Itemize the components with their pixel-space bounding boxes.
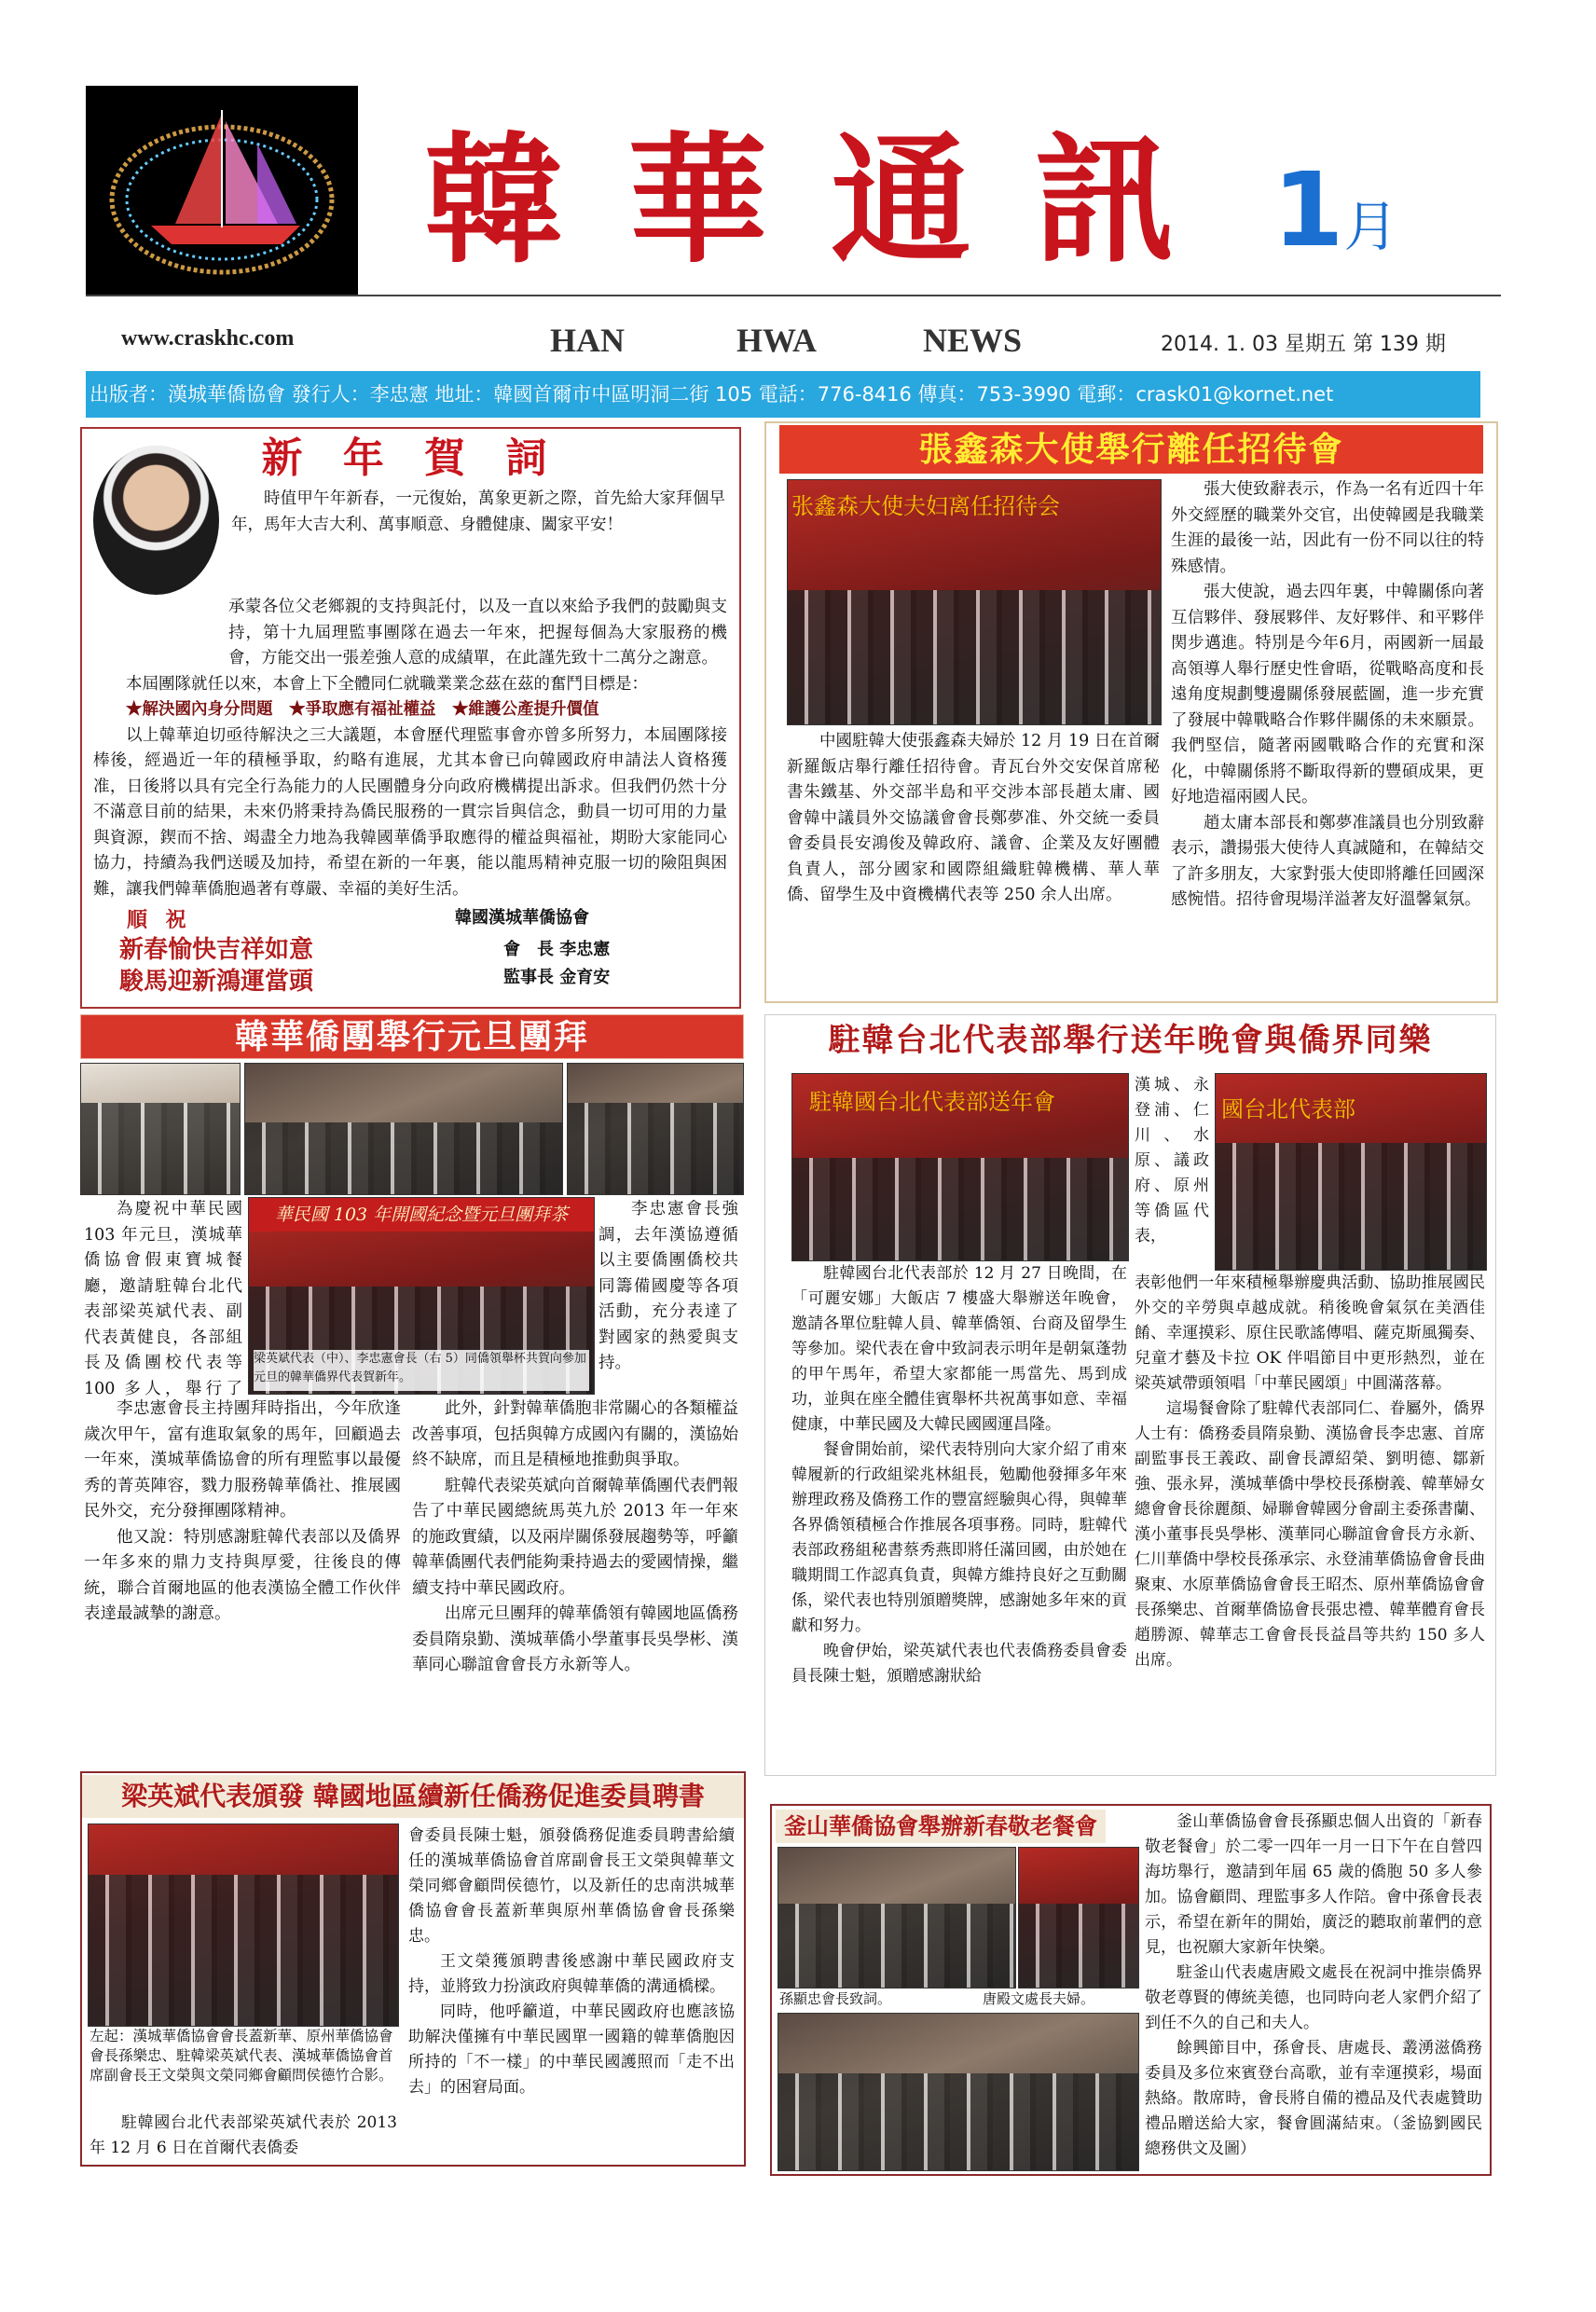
taipei-mission-title: 駐韓台北代表部舉行送年晚會與僑界同樂 xyxy=(828,1022,1433,1059)
ambassador-col1: 中國駐韓大使張鑫森夫婦於 12 月 19 日在首爾新羅飯店舉行離任招待會。青瓦台外交安保首席秘書朱鐵基、外交部半島和平交涉本部長趙太庸、國會韓中議員外交協議會會長鄭夢准、外交統一委員會委員長安鴻俊及韓政府、議會、企業及友好團體負責人，部分國家和國際組織駐韓機構、華人華僑、留學生及中資機構代表等 250 余人出席。 xyxy=(787,732,1160,904)
appointment-photo xyxy=(88,1823,399,2027)
month-char: 月 xyxy=(1343,195,1398,258)
busan-caption-2: 唐殿文處長夫婦。 xyxy=(983,1990,1095,2007)
new-year-greeting-title: 新 年 賀 詞 xyxy=(261,434,560,482)
issue-date: 2014. 1. 03 星期五 第 139 期 xyxy=(1161,333,1446,356)
gathering-photo-caption: 梁英斌代表（中）、李忠憲會長（右 5）同僑領舉杯共賀向參加元旦的韓華僑界代表賀新年。 xyxy=(254,1350,589,1391)
busan-photo-speech xyxy=(777,1847,1016,1989)
appointment-box xyxy=(80,1771,746,2167)
en-word-han: HAN xyxy=(550,322,625,359)
taipei-mission-section xyxy=(764,1014,1496,1776)
appointment-col2: 會委員長陳士魁，頒發僑務促進委員聘書給續任的漢城華僑協會首席副會長王文榮與韓華文榮同鄉會顧問侯德竹，以及新任的忠南洪城華僑協會會長蓋新華與原州華僑協會會長孫樂忠。 王文榮獲頒聘書後感謝中華民國政府支持，並將致力扮演政府與韓華僑的溝通橋樑。 同時，他呼籲道，中華民國政府也應該協助解決僅擁有中華民國單一國籍的韓華僑胞因所持的「不一樣」的中華民國護照而「走不出去」的困窘局面。 xyxy=(408,1826,735,2097)
masthead-title: 韓 華 通 訊 xyxy=(424,118,1182,282)
en-word-news: NEWS xyxy=(923,322,1023,359)
english-name xyxy=(550,321,1044,358)
gathering-photo-chairman xyxy=(567,1063,744,1195)
busan-box xyxy=(770,1804,1492,2176)
en-word-hwa: HWA xyxy=(736,322,818,359)
taipei-mission-photo-award: 國台北代表部 xyxy=(1215,1073,1487,1271)
new-year-greeting-box xyxy=(80,427,741,1009)
busan-text: 釜山華僑協會會長孫顯忠個人出資的「新春敬老餐會」於二零一四年一月一日下午在自營四海坊舉行，邀請到年屆 65 歲的僑胞 50 多人參加。協會顧問、理監事多人作陪。會中孫會長表示，希望在新年的開始，廣泛的聽取前輩們的意見，也祝願大家新年快樂。 駐釜山代表處唐殿文處長在祝詞中推崇僑界敬老尊賢的傳統美德，也同時向老人家們介紹了到任不久的自己和夫人。 餘興節目中，孫會長、唐處長、叢湧滋僑務委員及多位來賓登台高歌，並有幸運摸彩，場面熱絡。散席時，會長將自備的禮品及代表處贊助禮品贈送給大家，餐會圓滿結束。（釜協劉國民總務供文及圖） xyxy=(1145,1812,1482,2158)
taipei-mission-col1: 駐韓國台北代表部於 12 月 27 日晚間，在「可麗安娜」大飯店 7 樓盛大舉辦送年晚會，邀請各單位駐韓人員、韓華僑領、台商及留學生等參加。梁代表在會中致詞表示明年是朝氣蓬勃的甲午馬年，希望大家都能一馬當先、馬到成功，並與在座全體佳賓舉杯共祝萬事如意、幸福健康，中華民國及大韓民國國運昌隆。 餐會開始前，梁代表特別向大家介紹了甫來韓履新的行政組梁兆林組長，勉勵他發揮多年來辦理政務及僑務工作的豐富經驗與心得，與韓華各界僑領積極合作推展各項事務。同時，駐韓代表部政務組秘書蔡秀燕即將任滿回國，由於她在職期間工作認真負責，與韓方維持良好之互動關係，梁代表也特別頒贈獎牌，感謝她多年來的貢獻和努力。 晚會伊始，梁英斌代表也代表僑務委員會委員長陳士魁，頒贈感謝狀給 xyxy=(791,1264,1127,1686)
ambassador-col2: 張大使致辭表示，作為一名有近四十年外交經歷的職業外交官，出使韓國是我職業生涯的最後一站，因此有一份不同以往的特殊感情。 張大使說，過去四年裏，中韓關係向著互信夥伴、發展夥伴、友好夥伴、和平夥伴関步邁進。特別是今年6月，兩國新一屆最高領導人舉行歷史性會晤，從戰略高度和長遠角度規劃雙邊關係發展藍圖，進一步充實了發展中韓戰略合作夥伴關係的未來願景。我們堅信，隨著兩國戰略合作的充實和深化，中韓關係將不斷取得新的豐碩成果，更好地造福兩國人民。 趙太庸本部長和鄭夢准議員也分別致辭表示，讚揚張大使待人真誠隨和，在韓結交了許多朋友，大家對張大使即將離任回國深感惋惜。招待會現場洋溢著友好溫馨氣氛。 xyxy=(1171,480,1484,909)
greeting-goals: ★解決國內身分問題 ★爭取應有福祉權益 ★維護公產提升價值 xyxy=(126,700,599,719)
busan-photo-couple xyxy=(1018,1847,1139,1989)
appointment-caption: 左起：漢城華僑協會會長蓋新華、原州華僑協會會長孫樂忠、駐韓梁英斌代表、漢城華僑協會首席副會長王文榮與文榮同鄉會顧問侯德竹合影。 xyxy=(89,2028,393,2084)
gathering-col1: 為慶祝中華民國 103 年元旦，漢城華僑協會假東寶城餐廳，邀請駐韓台北代表部梁英斌代表、副代表黃健良，各部組長及僑團校代表等 100 多人，舉行了 xyxy=(84,1200,242,1398)
new-year-gathering-section xyxy=(80,1014,742,1760)
website-link[interactable]: www.craskhc.com xyxy=(121,326,295,351)
month-number: 1 xyxy=(1273,150,1344,269)
gathering-col2: 此外，針對韓華僑胞非常關心的各類權益改善事項，包括與韓方成國內有關的，漢協始終不缺席，而且是積極地推動與爭取。 駐韓代表梁英斌向首爾韓華僑團代表們報告了中華民國總統馬英九於 2013 年一年來的施政實績，以及兩岸關係發展趨勢等，呼籲韓華僑團代表們能夠秉持過去的愛國情操，繼續支持中華民國政府。 出席元旦團拜的韓華僑領有韓國地區僑務委員隋泉勤、漢城華僑小學董事長吳學彬、漢華同心聯誼會會長方永新等人。 xyxy=(412,1399,738,1674)
taipei-mission-col2: 表彰他們一年來積極舉辦慶典活動、協助推展國民外交的辛勞與卓越成就。稍後晚會氣氛在美酒佳餚、幸運摸彩、原住民歌謠傳唱、薩克斯風獨奏、兒童才藝及卡拉 OK 伴唱節目中更形熱烈，並在梁英斌帶頭領唱「中華民國頌」中圓滿落幕。 這場餐會除了駐韓代表部同仁、眷屬外，僑界人士有：僑務委員隋泉勤、漢協會長李忠憲、首席副監事長王義政、副會長譚紹榮、劉明德、鄒新強、張永昇，漢城華僑中學校長孫樹義、韓華婦女總會會長徐麗顏、婦聯會韓國分會副主委孫書蘭、漢小董事長吳學彬、漢華同心聯誼會會長方永新、仁川華僑中學校長孫承宗、永登浦華僑協會會長曲聚東、水原華僑協會會長王昭杰、原州華僑協會會長孫樂忠、首爾華僑協會長張忠禮、韓華體育會長趙勝源、韓華志工會會長長益昌等共約 150 多人出席。 xyxy=(1135,1273,1485,1670)
masthead-month xyxy=(1273,149,1398,270)
gathering-col2-top: 李忠憲會長強調，去年漢協遵循以主要僑團僑校共同籌備國慶等各項活動，充分表達了對國家的熱愛與支持。 xyxy=(598,1200,738,1372)
sailing-ship-logo-icon xyxy=(86,86,358,296)
gathering-photo-toast: 華民國 103 年開國紀念暨元旦團拜茶 xyxy=(248,1197,595,1395)
gathering-photo-hall xyxy=(244,1063,563,1195)
ambassador-reception-box xyxy=(764,421,1498,1003)
appointment-title: 梁英斌代表頒發 韓國地區續新任僑務促進委員聘書 xyxy=(82,1775,744,1818)
masthead-rule xyxy=(86,295,1501,296)
greeting-text: 承蒙各位父老鄉親的支持與託付，以及一直以來給予我們的鼓勵與支持，第十九屆理監事團隊在過去一年來，把握每個為大家服務的機會，方能交出一張差強人意的成績單，在此謹先致十二萬分之謝意。 本屆團隊就任以來，本會上下全體同仁就職業業念茲在茲的奮鬥目標是： ★解決國內身分問題 ★爭取應有福祉權益 ★維護公產提升價值 以上韓華迫切亟待解決之三大議題，本會歷代理監事會亦曾多所努力，本屆團隊接棒後，經過近一年的積極爭取，約略有進展，尤其本會已向韓國政府申請法人資格獲准，日後將以具有完全行為能力的人民團體身分向政府機構提出訴求。但我們仍然十分不滿意目前的結果，未來仍將秉持為僑民服務的一貫宗旨與信念，動員一切可用的力量與資源，鍥而不捨、竭盡全力地為我韓國華僑爭取應得的權益與福祉，期盼大家能同心協力，持續為我們送暖及加持，希望在新的一年裏，能以龍馬精神克服一切的險阻與困難，讓我們韓華僑胞過著有尊嚴、幸福的美好生活。 xyxy=(93,598,727,899)
masthead-logo xyxy=(86,86,358,296)
gathering-photo-speaker xyxy=(80,1063,241,1195)
president-portrait xyxy=(93,446,219,595)
ambassador-reception-title: 張鑫森大使舉行離任招待會 xyxy=(779,425,1483,474)
busan-title: 釜山華僑協會舉辦新春敬老餐會 xyxy=(776,1810,1106,1843)
busan-caption-1: 孫顯忠會長致詞。 xyxy=(779,1990,892,2007)
publisher-infobar: 出版者：漢城華僑協會 發行人：李忠憲 地址：韓國首爾市中區明洞二街 105 電話：776-8416 傳真：753-3990 電郵：crask01@kornet.net xyxy=(86,371,1480,418)
appointment-col1: 駐韓國台北代表部梁英斌代表於 2013 年 12 月 6 日在首爾代表僑委 xyxy=(89,2113,397,2157)
busan-photo-banquet xyxy=(777,2013,1139,2171)
greeting-closing: 順 祝 新春愉快吉祥如意 駿馬迎新鴻運當頭 韓國漢城華僑協會 會 長 李忠憲 監事長 金育安 xyxy=(119,908,611,996)
taipei-mission-side: 漢城、永登浦、仁川、水原、議政府、原州等僑區代表， xyxy=(1135,1076,1209,1245)
new-year-gathering-title: 韓華僑團舉行元旦團拜 xyxy=(80,1014,744,1059)
gathering-col1-cont: 李忠憲會長主持團拜時指出，今年欣逢歲次甲午，富有進取氣象的馬年，回顧過去一年來，漢城華僑協會的所有理監事以最優秀的菁英陣容，戮力服務韓華僑社、推展國民外交，充分發揮團隊精神。 他又說：特別感謝駐韓代表部以及僑界一年多來的鼎力支持與厚愛，往後良的傳統，聯合首爾地區的他表漢協全體工作伙伴表達最誠摯的謝意。 xyxy=(84,1399,401,1623)
greeting-intro: 時值甲午年新春，一元復始，萬象更新之際，首先給大家拜個早年，馬年大吉大利、萬事順意、身體健康、闔家平安！ xyxy=(231,489,725,534)
ambassador-reception-photo: 张鑫森大使夫妇离任招待会 xyxy=(787,479,1162,725)
taipei-mission-photo-chorus: 駐韓國台北代表部送年會 xyxy=(791,1073,1129,1261)
